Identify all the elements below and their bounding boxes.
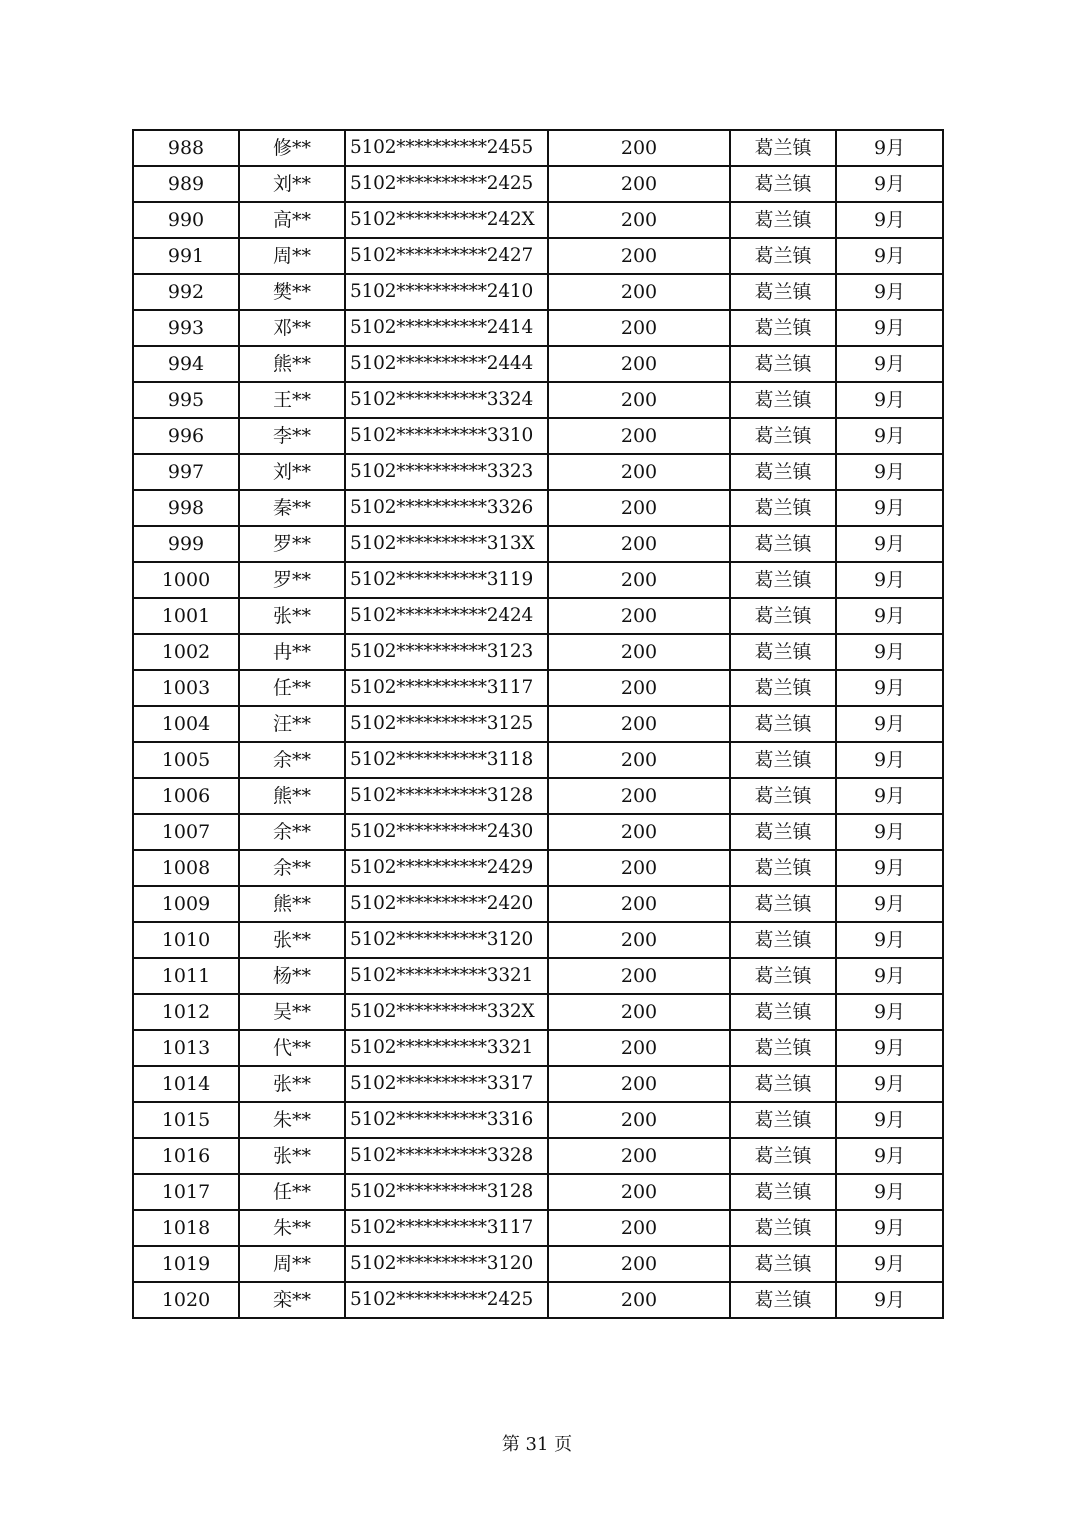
row-number-cell: 999: [133, 526, 239, 562]
amount-cell: 200: [548, 922, 730, 958]
id-number-cell: 5102**********3117: [345, 670, 548, 706]
table-row: [133, 1174, 943, 1210]
row-number-cell: 1008: [133, 850, 239, 886]
id-number-cell: 5102**********3324: [345, 382, 548, 418]
name-cell: 邓**: [239, 310, 345, 346]
amount-cell: 200: [548, 1246, 730, 1282]
name-cell: 李**: [239, 418, 345, 454]
table-row: [133, 778, 943, 814]
name-cell: 刘**: [239, 166, 345, 202]
table-row: [133, 130, 943, 166]
town-cell: 葛兰镇: [730, 670, 836, 706]
id-number-cell: 5102**********3316: [345, 1102, 548, 1138]
month-cell: 9月: [836, 526, 943, 562]
name-cell: 刘**: [239, 454, 345, 490]
month-cell: 9月: [836, 382, 943, 418]
row-number-cell: 1005: [133, 742, 239, 778]
table-row: [133, 1030, 943, 1066]
table-row: [133, 526, 943, 562]
month-cell: 9月: [836, 778, 943, 814]
row-number-cell: 1007: [133, 814, 239, 850]
month-cell: 9月: [836, 994, 943, 1030]
amount-cell: 200: [548, 526, 730, 562]
name-cell: 周**: [239, 1246, 345, 1282]
amount-cell: 200: [548, 994, 730, 1030]
month-cell: 9月: [836, 670, 943, 706]
table-row: [133, 1282, 943, 1318]
name-cell: 任**: [239, 670, 345, 706]
amount-cell: 200: [548, 382, 730, 418]
id-number-cell: 5102**********2455: [345, 130, 548, 166]
row-number-cell: 1013: [133, 1030, 239, 1066]
month-cell: 9月: [836, 238, 943, 274]
town-cell: 葛兰镇: [730, 886, 836, 922]
town-cell: 葛兰镇: [730, 1210, 836, 1246]
table-row: [133, 994, 943, 1030]
row-number-cell: 988: [133, 130, 239, 166]
table-row: [133, 562, 943, 598]
town-cell: 葛兰镇: [730, 130, 836, 166]
row-number-cell: 1001: [133, 598, 239, 634]
id-number-cell: 5102**********2427: [345, 238, 548, 274]
amount-cell: 200: [548, 1174, 730, 1210]
town-cell: 葛兰镇: [730, 562, 836, 598]
table-row: [133, 886, 943, 922]
row-number-cell: 1015: [133, 1102, 239, 1138]
month-cell: 9月: [836, 850, 943, 886]
table-row: [133, 310, 943, 346]
name-cell: 张**: [239, 1138, 345, 1174]
amount-cell: 200: [548, 562, 730, 598]
table-row: [133, 238, 943, 274]
row-number-cell: 1019: [133, 1246, 239, 1282]
town-cell: 葛兰镇: [730, 418, 836, 454]
month-cell: 9月: [836, 562, 943, 598]
name-cell: 熊**: [239, 886, 345, 922]
name-cell: 秦**: [239, 490, 345, 526]
month-cell: 9月: [836, 1246, 943, 1282]
table-row: [133, 1066, 943, 1102]
town-cell: 葛兰镇: [730, 166, 836, 202]
month-cell: 9月: [836, 958, 943, 994]
id-number-cell: 5102**********3128: [345, 778, 548, 814]
id-number-cell: 5102**********3119: [345, 562, 548, 598]
name-cell: 冉**: [239, 634, 345, 670]
amount-cell: 200: [548, 130, 730, 166]
table-row: [133, 1210, 943, 1246]
month-cell: 9月: [836, 454, 943, 490]
name-cell: 朱**: [239, 1210, 345, 1246]
town-cell: 葛兰镇: [730, 850, 836, 886]
month-cell: 9月: [836, 130, 943, 166]
name-cell: 熊**: [239, 346, 345, 382]
id-number-cell: 5102**********3317: [345, 1066, 548, 1102]
town-cell: 葛兰镇: [730, 814, 836, 850]
name-cell: 罗**: [239, 562, 345, 598]
name-cell: 栾**: [239, 1282, 345, 1318]
table-row: [133, 814, 943, 850]
id-number-cell: 5102**********2414: [345, 310, 548, 346]
amount-cell: 200: [548, 238, 730, 274]
row-number-cell: 1018: [133, 1210, 239, 1246]
id-number-cell: 5102**********2420: [345, 886, 548, 922]
name-cell: 汪**: [239, 706, 345, 742]
id-number-cell: 5102**********3326: [345, 490, 548, 526]
table-row: [133, 382, 943, 418]
town-cell: 葛兰镇: [730, 922, 836, 958]
town-cell: 葛兰镇: [730, 310, 836, 346]
month-cell: 9月: [836, 1174, 943, 1210]
row-number-cell: 1020: [133, 1282, 239, 1318]
amount-cell: 200: [548, 742, 730, 778]
name-cell: 朱**: [239, 1102, 345, 1138]
id-number-cell: 5102**********3120: [345, 922, 548, 958]
amount-cell: 200: [548, 310, 730, 346]
amount-cell: 200: [548, 490, 730, 526]
table-row: [133, 706, 943, 742]
row-number-cell: 990: [133, 202, 239, 238]
row-number-cell: 1006: [133, 778, 239, 814]
town-cell: 葛兰镇: [730, 994, 836, 1030]
name-cell: 杨**: [239, 958, 345, 994]
id-number-cell: 5102**********313X: [345, 526, 548, 562]
row-number-cell: 1017: [133, 1174, 239, 1210]
name-cell: 罗**: [239, 526, 345, 562]
month-cell: 9月: [836, 1102, 943, 1138]
table-row: [133, 598, 943, 634]
table-row: [133, 202, 943, 238]
town-cell: 葛兰镇: [730, 1282, 836, 1318]
table-row: [133, 958, 943, 994]
table-row: [133, 274, 943, 310]
name-cell: 熊**: [239, 778, 345, 814]
table-row: [133, 346, 943, 382]
row-number-cell: 995: [133, 382, 239, 418]
month-cell: 9月: [836, 1138, 943, 1174]
id-number-cell: 5102**********3323: [345, 454, 548, 490]
id-number-cell: 5102**********3118: [345, 742, 548, 778]
month-cell: 9月: [836, 418, 943, 454]
row-number-cell: 992: [133, 274, 239, 310]
row-number-cell: 1003: [133, 670, 239, 706]
amount-cell: 200: [548, 274, 730, 310]
town-cell: 葛兰镇: [730, 598, 836, 634]
town-cell: 葛兰镇: [730, 1174, 836, 1210]
amount-cell: 200: [548, 778, 730, 814]
month-cell: 9月: [836, 346, 943, 382]
row-number-cell: 1002: [133, 634, 239, 670]
town-cell: 葛兰镇: [730, 274, 836, 310]
amount-cell: 200: [548, 454, 730, 490]
table-row: [133, 166, 943, 202]
row-number-cell: 1009: [133, 886, 239, 922]
amount-cell: 200: [548, 598, 730, 634]
id-number-cell: 5102**********2424: [345, 598, 548, 634]
table-row: [133, 1138, 943, 1174]
amount-cell: 200: [548, 1066, 730, 1102]
name-cell: 任**: [239, 1174, 345, 1210]
row-number-cell: 1012: [133, 994, 239, 1030]
town-cell: 葛兰镇: [730, 490, 836, 526]
name-cell: 余**: [239, 742, 345, 778]
month-cell: 9月: [836, 886, 943, 922]
town-cell: 葛兰镇: [730, 526, 836, 562]
id-number-cell: 5102**********2410: [345, 274, 548, 310]
table-row: [133, 670, 943, 706]
id-number-cell: 5102**********3310: [345, 418, 548, 454]
row-number-cell: 1011: [133, 958, 239, 994]
id-number-cell: 5102**********3128: [345, 1174, 548, 1210]
amount-cell: 200: [548, 346, 730, 382]
amount-cell: 200: [548, 1030, 730, 1066]
town-cell: 葛兰镇: [730, 1102, 836, 1138]
table-row: [133, 1102, 943, 1138]
month-cell: 9月: [836, 922, 943, 958]
amount-cell: 200: [548, 886, 730, 922]
month-cell: 9月: [836, 274, 943, 310]
month-cell: 9月: [836, 1030, 943, 1066]
name-cell: 张**: [239, 598, 345, 634]
id-number-cell: 5102**********3321: [345, 1030, 548, 1066]
row-number-cell: 1014: [133, 1066, 239, 1102]
month-cell: 9月: [836, 1210, 943, 1246]
id-number-cell: 5102**********2444: [345, 346, 548, 382]
name-cell: 余**: [239, 814, 345, 850]
page-number: 第 31 页: [501, 1434, 573, 1455]
table-row: [133, 922, 943, 958]
table-row: [133, 742, 943, 778]
month-cell: 9月: [836, 1282, 943, 1318]
town-cell: 葛兰镇: [730, 202, 836, 238]
town-cell: 葛兰镇: [730, 634, 836, 670]
town-cell: 葛兰镇: [730, 706, 836, 742]
id-number-cell: 5102**********3321: [345, 958, 548, 994]
town-cell: 葛兰镇: [730, 238, 836, 274]
table-row: [133, 850, 943, 886]
amount-cell: 200: [548, 418, 730, 454]
row-number-cell: 989: [133, 166, 239, 202]
town-cell: 葛兰镇: [730, 778, 836, 814]
name-cell: 樊**: [239, 274, 345, 310]
name-cell: 代**: [239, 1030, 345, 1066]
table-row: [133, 418, 943, 454]
row-number-cell: 998: [133, 490, 239, 526]
roster-table: [132, 129, 944, 1319]
month-cell: 9月: [836, 598, 943, 634]
id-number-cell: 5102**********2430: [345, 814, 548, 850]
id-number-cell: 5102**********332X: [345, 994, 548, 1030]
town-cell: 葛兰镇: [730, 958, 836, 994]
town-cell: 葛兰镇: [730, 742, 836, 778]
amount-cell: 200: [548, 1138, 730, 1174]
month-cell: 9月: [836, 490, 943, 526]
amount-cell: 200: [548, 202, 730, 238]
month-cell: 9月: [836, 706, 943, 742]
id-number-cell: 5102**********3120: [345, 1246, 548, 1282]
roster-table-body: [133, 130, 943, 1318]
table-row: [133, 454, 943, 490]
town-cell: 葛兰镇: [730, 382, 836, 418]
name-cell: 吴**: [239, 994, 345, 1030]
id-number-cell: 5102**********2425: [345, 1282, 548, 1318]
amount-cell: 200: [548, 958, 730, 994]
amount-cell: 200: [548, 166, 730, 202]
amount-cell: 200: [548, 1210, 730, 1246]
id-number-cell: 5102**********2429: [345, 850, 548, 886]
id-number-cell: 5102**********3328: [345, 1138, 548, 1174]
name-cell: 张**: [239, 922, 345, 958]
id-number-cell: 5102**********242X: [345, 202, 548, 238]
row-number-cell: 994: [133, 346, 239, 382]
month-cell: 9月: [836, 310, 943, 346]
row-number-cell: 1010: [133, 922, 239, 958]
month-cell: 9月: [836, 166, 943, 202]
town-cell: 葛兰镇: [730, 1066, 836, 1102]
town-cell: 葛兰镇: [730, 454, 836, 490]
table-row: [133, 634, 943, 670]
amount-cell: 200: [548, 670, 730, 706]
town-cell: 葛兰镇: [730, 1138, 836, 1174]
row-number-cell: 1004: [133, 706, 239, 742]
name-cell: 王**: [239, 382, 345, 418]
amount-cell: 200: [548, 850, 730, 886]
amount-cell: 200: [548, 1102, 730, 1138]
town-cell: 葛兰镇: [730, 1030, 836, 1066]
name-cell: 修**: [239, 130, 345, 166]
amount-cell: 200: [548, 814, 730, 850]
month-cell: 9月: [836, 202, 943, 238]
month-cell: 9月: [836, 814, 943, 850]
row-number-cell: 991: [133, 238, 239, 274]
town-cell: 葛兰镇: [730, 1246, 836, 1282]
name-cell: 周**: [239, 238, 345, 274]
row-number-cell: 996: [133, 418, 239, 454]
id-number-cell: 5102**********2425: [345, 166, 548, 202]
amount-cell: 200: [548, 706, 730, 742]
row-number-cell: 993: [133, 310, 239, 346]
amount-cell: 200: [548, 634, 730, 670]
month-cell: 9月: [836, 634, 943, 670]
id-number-cell: 5102**********3125: [345, 706, 548, 742]
amount-cell: 200: [548, 1282, 730, 1318]
table-row: [133, 1246, 943, 1282]
name-cell: 张**: [239, 1066, 345, 1102]
row-number-cell: 1000: [133, 562, 239, 598]
month-cell: 9月: [836, 742, 943, 778]
month-cell: 9月: [836, 1066, 943, 1102]
name-cell: 余**: [239, 850, 345, 886]
row-number-cell: 997: [133, 454, 239, 490]
name-cell: 高**: [239, 202, 345, 238]
id-number-cell: 5102**********3117: [345, 1210, 548, 1246]
id-number-cell: 5102**********3123: [345, 634, 548, 670]
table-row: [133, 490, 943, 526]
town-cell: 葛兰镇: [730, 346, 836, 382]
row-number-cell: 1016: [133, 1138, 239, 1174]
